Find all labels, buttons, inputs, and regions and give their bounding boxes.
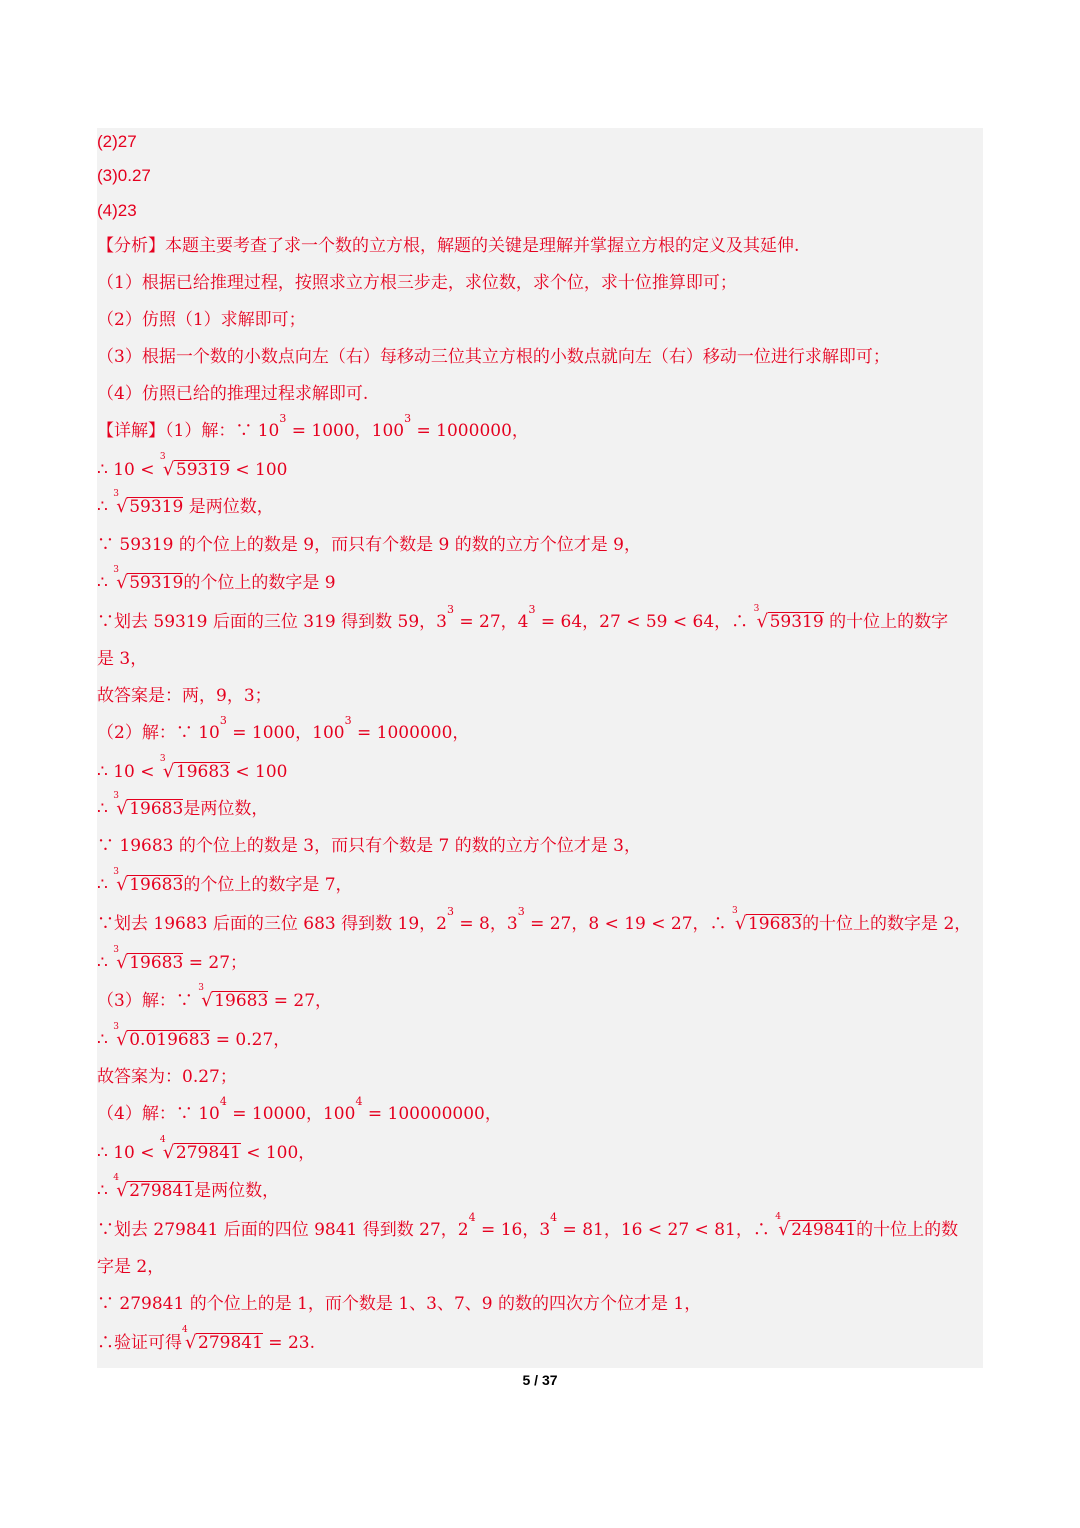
- fourth-root: 4 √ 279841: [113, 1173, 195, 1201]
- detail-line-5: ∴ 3 √ 59319的个位上的数字是 9: [97, 565, 336, 593]
- detail-line-2: ∴ 10 < 3 √ 59319 < 100: [97, 452, 288, 480]
- detail-line-22: ∵划去 279841 后面的四位 9841 得到数 27，$2^4 = 16$，$3^4 = 81$，16 < 27 < 81，∴ 4 √ 249841的十位上的数: [97, 1211, 959, 1240]
- detail-line-16: （3）解：∵ 3 √ 19683 = 27，: [97, 983, 333, 1011]
- cube-root: 3 √ 0.019683: [113, 1022, 211, 1050]
- fourth-root: 4 √ 279841: [159, 1135, 241, 1163]
- page-number: 5 / 37: [522, 1372, 558, 1388]
- answer-2: (2)27: [97, 132, 137, 151]
- detail-line-20: ∴ 10 < 4 √ 279841 < 100，: [97, 1135, 316, 1163]
- detail-line-11: ∴ 3 √ 19683是两位数，: [97, 791, 269, 819]
- answer-3: (3)0.27: [97, 166, 151, 185]
- detail-line-7: 是 3，: [97, 649, 148, 669]
- detail-line-23: 字是 2，: [97, 1257, 165, 1277]
- detail-line-19: （4）解：∵ $10^4 = 10000$，$100^4 = 100000000$，: [97, 1095, 502, 1124]
- fourth-root: 4 √ 249841: [775, 1212, 857, 1240]
- cube-root: 3 √ 59319: [753, 604, 824, 632]
- detail-line-14: ∵划去 19683 后面的三位 683 得到数 19，$2^3 = 8$，$3^3 = 27$，8 < 19 < 27，∴ 3 √ 19683的十位上的数字是 2，: [97, 905, 972, 934]
- detail-line-13: ∴ 3 √ 19683的个位上的数字是 7，: [97, 867, 353, 895]
- detail-line-15: ∴ 3 √ 19683 = 27；: [97, 945, 248, 973]
- analysis-point-1: （1）根据已给推理过程，按照求立方根三步走，求位数，求个位，求十位推算即可；: [97, 273, 737, 293]
- cube-root: 3 √ 59319: [113, 489, 184, 517]
- fourth-root: 4 √ 279841: [182, 1325, 263, 1353]
- detail-line-8: 故答案是：两，9，3；: [97, 686, 272, 706]
- detail-line-17: ∴ 3 √ 0.019683 = 0.27，: [97, 1022, 291, 1050]
- detail-line-3: ∴ 3 √ 59319 是两位数，: [97, 489, 274, 517]
- cube-root: 3 √ 19683: [198, 983, 269, 1011]
- detail-line-25: ∴验证可得 4 √ 279841 = 23.: [97, 1325, 315, 1353]
- detail-line-9: （2）解：∵ $10^3 = 1000$，$100^3 = 1000000$，: [97, 714, 470, 743]
- answer-4: (4)23: [97, 201, 137, 220]
- detail-line-10: ∴ 10 < 3 √ 19683 < 100: [97, 754, 288, 782]
- analysis-point-2: （2）仿照（1）求解即可；: [97, 310, 306, 330]
- analysis-point-3: （3）根据一个数的小数点向左（右）每移动三位其立方根的小数点就向左（右）移动一位进行求解即可；: [97, 347, 890, 367]
- cube-root: 3 √ 19683: [731, 906, 803, 934]
- detail-line-18: 故答案为：0.27；: [97, 1067, 237, 1087]
- detail-line-12: ∵ 19683 的个位上的数是 3，而只有个数是 7 的数的立方个位才是 3，: [97, 836, 641, 856]
- detail-line-21: ∴ 4 √ 279841是两位数，: [97, 1173, 280, 1201]
- analysis-heading: 【分析】本题主要考查了求一个数的立方根，解题的关键是理解并掌握立方根的定义及其延伸.: [97, 236, 800, 256]
- cube-root: 3 √ 59319: [113, 565, 184, 593]
- cube-root: 3 √ 19683: [159, 754, 230, 782]
- solution-panel: [97, 128, 983, 1368]
- cube-root: 3 √ 19683: [113, 945, 184, 973]
- analysis-point-4: （4）仿照已给的推理过程求解即可.: [97, 384, 369, 404]
- cube-root: 3 √ 19683: [113, 867, 184, 895]
- detail-line-24: ∵ 279841 的个位上的是 1，而个数是 1、3、7、9 的数的四次方个位才是 1，: [97, 1294, 702, 1314]
- cube-root: 3 √ 59319: [159, 452, 230, 480]
- detail-line-1: 【详解】（1）解：∵ $10^3 = 1000$，$100^3 = 1000000$，: [97, 412, 529, 441]
- cube-root: 3 √ 19683: [113, 791, 184, 819]
- detail-line-4: ∵ 59319 的个位上的数是 9，而只有个数是 9 的数的立方个位才是 9，: [97, 535, 641, 555]
- detail-line-6: ∵划去 59319 后面的三位 319 得到数 59，$3^3 = 27$，$4^3 = 64$，27 < 59 < 64，∴ 3 √ 59319 的十位上的数字: [97, 603, 949, 632]
